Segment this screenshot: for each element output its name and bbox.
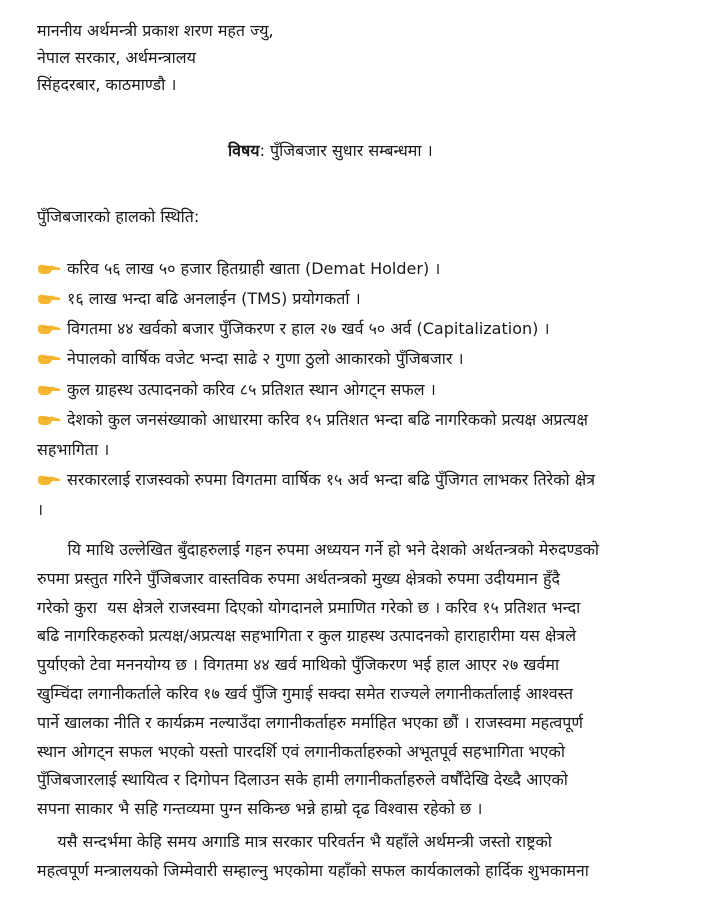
status-bullet-item bbox=[37, 288, 361, 310]
address-line-office: नेपाल सरकार, अर्थमन्त्रालय bbox=[37, 48, 196, 67]
paragraph-line: यसै सन्दर्भमा केहि समय अगाडि मात्र सरकार परिवर्तन भै यहाँले अर्थमन्त्री जस्तो राष्ट्रको bbox=[37, 832, 552, 851]
paragraph-line: महत्वपूर्ण मन्त्रालयको जिम्मेवारी सम्हाल्नु भएकोमा यहाँको सफल कार्यकालको हार्दिक शुभकामना bbox=[37, 860, 589, 880]
bullet-text: विगतमा ४४ खर्वको बजार पुँजिकरण र हाल २७ खर्व ५० अर्व (Capitalization) । bbox=[67, 319, 550, 338]
bullet-text: करिव ५६ लाख ५० हजार हितग्राही खाता (Demat Holder) । bbox=[67, 259, 441, 278]
paragraph-line: सपना साकार भै सहि गन्तव्यमा पुग्न सकिन्छ भन्ने हाम्रो दृढ विश्वास रहेको छ । bbox=[37, 799, 483, 819]
bullet-text: कुल ग्राहस्थ उत्पादनको करिव ८५ प्रतिशत स्थान ओगट्न सफल । bbox=[67, 380, 436, 399]
pointing-hand-icon bbox=[37, 413, 61, 427]
paragraph-line: खुम्चिंदा लगानीकर्ताले करिव १७ खर्व पुँजि गुमाई सक्दा समेत राज्यले लगानीकर्तालाई आश्वस्त bbox=[37, 683, 573, 703]
paragraph-line: पुँजिबजारलाई स्थायित्व र दिगोपन दिलाउन सके हामी लगानीकर्ताहरुले वर्षौंदेखि देख्दै आएको bbox=[37, 770, 568, 790]
paragraph-line: पार्ने खालका नीति र कार्यक्रम नल्याउँदा लगानीकर्ताहरु मर्माहित भएका छौं । राजस्वमा महत्वपूर्ण bbox=[37, 712, 583, 732]
pointing-hand-icon bbox=[37, 473, 61, 487]
paragraph-analysis bbox=[37, 536, 677, 824]
status-bullet-item bbox=[37, 409, 588, 431]
address-line-location: सिंहदरबार, काठमाण्डौ । bbox=[37, 75, 177, 94]
status-bullet-item bbox=[37, 258, 440, 280]
status-bullet-item bbox=[37, 318, 550, 340]
paragraph-congratulations bbox=[37, 828, 677, 886]
paragraph-line: बढि नागरिकहरुको प्रत्यक्ष/अप्रत्यक्ष सहभागिता र कुल ग्राहस्थ उत्पादनको हाराहारीमा यस क्षेत्रले bbox=[37, 626, 577, 646]
subject-text: : पुँजिबजार सुधार सम्बन्धमा । bbox=[259, 141, 433, 160]
pointing-hand-icon bbox=[37, 352, 61, 366]
paragraph-line: गरेको कुरा यस क्षेत्रले राजस्वमा दिएको योगदानले प्रमाणित गरेको छ । करिव १५ प्रतिशत भन्दा bbox=[37, 597, 581, 617]
bullet-text: सरकारलाई राजस्वको रुपमा विगतमा वार्षिक १५ अर्व भन्दा बढि पुँजिगत लाभकर तिरेको क्षेत्र bbox=[67, 470, 596, 489]
paragraph-line: स्थान ओगट्न सफल भएको यस्तो पारदर्शि एवं लगानीकर्ताहरुको अभूतपूर्व सहभागिता भएको bbox=[37, 741, 565, 761]
status-bullet-item bbox=[37, 469, 595, 491]
address-line-recipient: माननीय अर्थमन्त्री प्रकाश शरण महत ज्यु, bbox=[37, 21, 274, 40]
status-bullet-item bbox=[37, 379, 436, 401]
paragraph-line: यि माथि उल्लेखित बुँदाहरुलाई गहन रुपमा अध्ययन गर्ने हो भने देशको अर्थतन्त्रको मेरुदण्डको bbox=[37, 540, 600, 559]
paragraph-line: पुर्याएको टेवा मननयोग्य छ । विगतमा ४४ खर्व माथिको पुँजिकरण भई हाल आएर २७ खर्वमा bbox=[37, 655, 560, 675]
bullet-text: देशको कुल जनसंख्याको आधारमा करिव १५ प्रतिशत भन्दा बढि नागरिकको प्रत्यक्ष अप्रत्यक्ष bbox=[67, 410, 588, 429]
pointing-hand-icon bbox=[37, 322, 61, 336]
bullet-text-continuation: सहभागिता । bbox=[37, 440, 110, 459]
bullet-text: नेपालको वार्षिक वजेट भन्दा साढे २ गुणा ठुलो आकारको पुँजिबजार । bbox=[67, 349, 464, 368]
status-bullet-item bbox=[37, 348, 464, 370]
pointing-hand-icon bbox=[37, 292, 61, 306]
subject-label: विषय bbox=[228, 141, 260, 160]
pointing-hand-icon bbox=[37, 383, 61, 397]
pointing-hand-icon bbox=[37, 262, 61, 276]
bullet-text: १६ लाख भन्दा बढि अनलाईन (TMS) प्रयोगकर्ता । bbox=[67, 289, 361, 308]
paragraph-line: रुपमा प्रस्तुत गरिने पुँजिबजार वास्तविक रुपमा अर्थतन्त्रको मुख्य क्षेत्रको रुपमा उदीयमान हुँदै bbox=[37, 568, 560, 588]
status-heading: पुँजिबजारको हालको स्थिति: bbox=[37, 207, 200, 226]
bullet-text-continuation: । bbox=[37, 500, 44, 519]
subject-line bbox=[228, 140, 433, 162]
